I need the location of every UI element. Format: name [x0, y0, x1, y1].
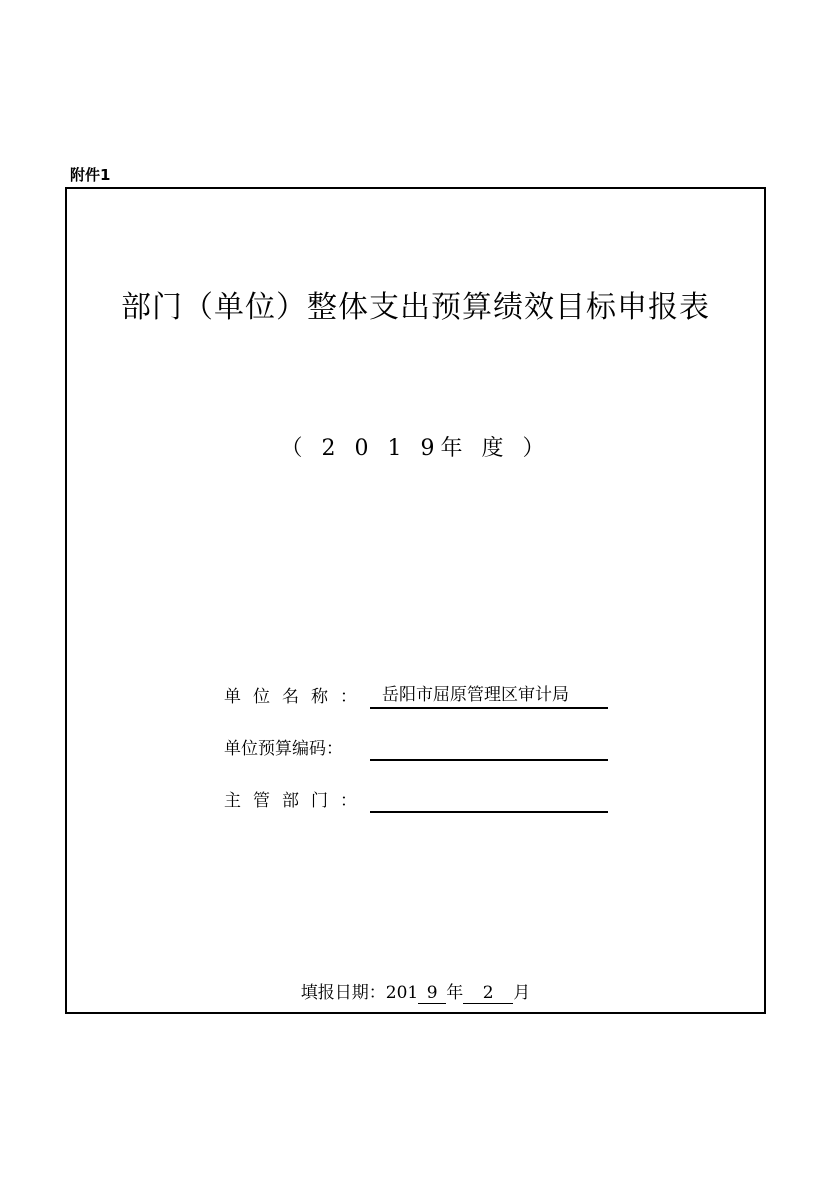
unit-budget-code-label: 单位预算编码：	[224, 739, 343, 759]
unit-budget-code-value	[370, 759, 608, 761]
attachment-label: 附件1	[70, 166, 111, 184]
unit-name-label: 单位名称：	[224, 687, 369, 707]
supervising-dept-label: 主管部门：	[224, 791, 369, 811]
fill-date	[67, 981, 764, 1005]
supervising-dept-value	[370, 811, 608, 813]
unit-budget-code-field	[224, 735, 608, 761]
year-line: （ 2 0 1 9年 度 ）	[280, 436, 551, 461]
unit-name-value: 岳阳市屈原管理区审计局	[370, 683, 608, 709]
fill-date-year-digit: 9	[418, 983, 446, 1004]
page-title: 部门（单位）整体支出预算绩效目标申报表	[121, 290, 710, 325]
unit-name-field	[224, 683, 608, 709]
form-frame	[65, 187, 766, 1014]
fill-date-month: 2	[463, 983, 513, 1004]
fill-date-year-unit: 年	[446, 983, 464, 1003]
fill-date-label: 填报日期：	[300, 983, 386, 1003]
fill-date-year-prefix: 201	[385, 983, 419, 1003]
supervising-dept-field	[224, 787, 608, 813]
fill-date-month-unit: 月	[513, 983, 531, 1003]
